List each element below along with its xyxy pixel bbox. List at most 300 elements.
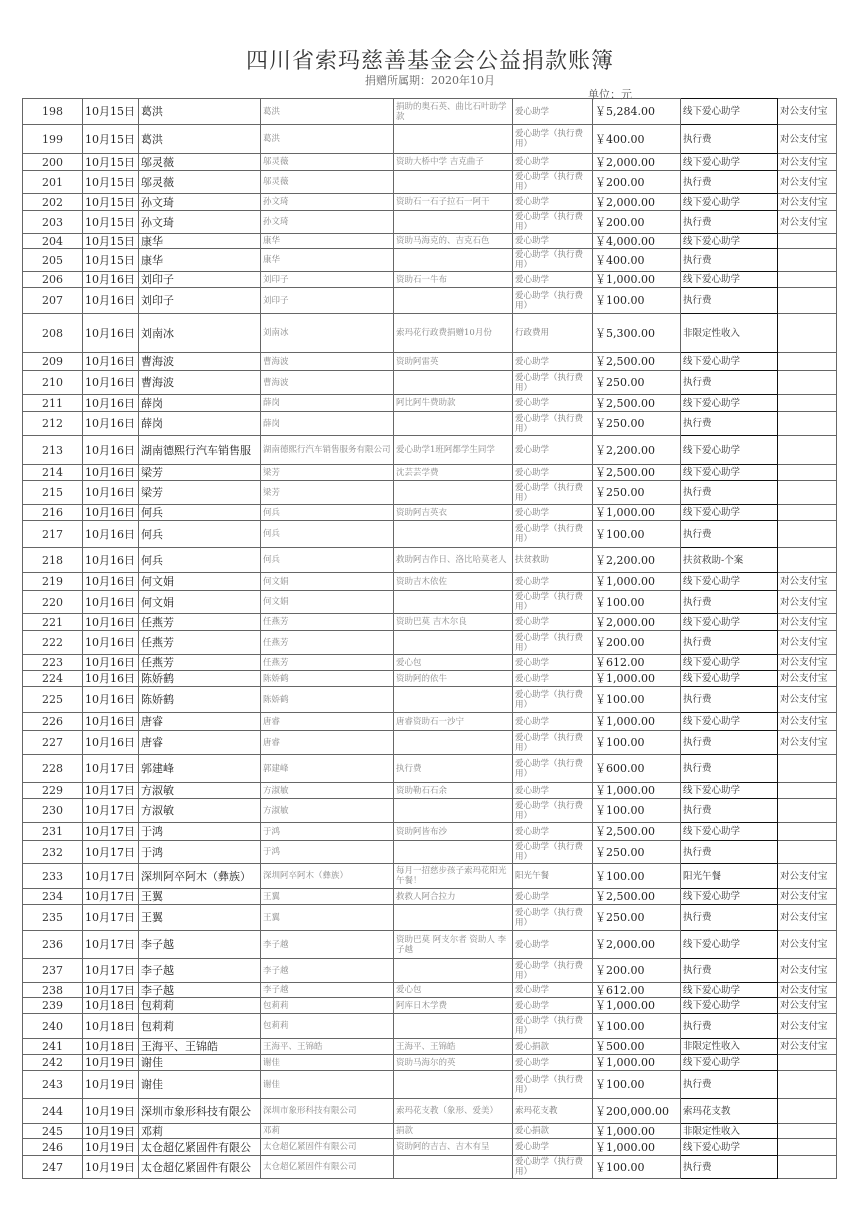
donation-date: 10月17日	[83, 959, 139, 983]
table-row	[23, 465, 837, 481]
donor-name: 谢佳	[139, 1055, 261, 1071]
table-row	[23, 731, 837, 755]
row-number: 232	[23, 841, 83, 864]
payment-method	[778, 234, 837, 249]
donation-amount: ￥1,000.00	[593, 573, 681, 591]
donation-type: 爱心助学（执行费用）	[513, 591, 593, 614]
donation-notes: 资助巴莫 吉木尔良	[394, 614, 513, 631]
donor-account-name: 太仓超亿紧固件有限公司	[261, 1156, 394, 1179]
table-row	[23, 799, 837, 823]
donor-name: 李子越	[139, 983, 261, 998]
donor-account-name: 李子越	[261, 931, 394, 959]
row-number: 205	[23, 249, 83, 272]
donor-name: 康华	[139, 249, 261, 272]
donation-date: 10月16日	[83, 631, 139, 655]
table-row	[23, 194, 837, 211]
donation-notes	[394, 905, 513, 931]
row-number: 206	[23, 272, 83, 288]
table-row	[23, 889, 837, 905]
donation-date: 10月16日	[83, 272, 139, 288]
donor-name: 包莉莉	[139, 998, 261, 1014]
payment-method: 对公支付宝	[778, 591, 837, 614]
fund-use: 执行费	[681, 755, 778, 783]
donation-date: 10月16日	[83, 614, 139, 631]
payment-method	[778, 371, 837, 395]
donation-date: 10月15日	[83, 125, 139, 154]
donor-account-name: 王翼	[261, 905, 394, 931]
donation-notes: 资助马海克的、吉克石色	[394, 234, 513, 249]
fund-use: 线下爱心助学	[681, 713, 778, 731]
table-row	[23, 783, 837, 799]
table-row	[23, 755, 837, 783]
donation-amount: ￥1,000.00	[593, 998, 681, 1014]
donor-name: 葛洪	[139, 125, 261, 154]
payment-method: 对公支付宝	[778, 731, 837, 755]
payment-method	[778, 272, 837, 288]
donation-date: 10月19日	[83, 1156, 139, 1179]
donation-amount: ￥2,500.00	[593, 889, 681, 905]
donor-account-name: 葛洪	[261, 99, 394, 125]
donor-account-name: 太仓超亿紧固件有限公司	[261, 1139, 394, 1156]
donation-date: 10月15日	[83, 194, 139, 211]
donation-type: 爱心助学	[513, 713, 593, 731]
donation-amount: ￥250.00	[593, 481, 681, 505]
donation-date: 10月17日	[83, 783, 139, 799]
fund-use: 执行费	[681, 288, 778, 314]
donor-account-name: 何兵	[261, 521, 394, 548]
row-number: 218	[23, 548, 83, 573]
payment-method: 对公支付宝	[778, 959, 837, 983]
donor-name: 王海平、王锦皓	[139, 1039, 261, 1055]
fund-use: 执行费	[681, 1156, 778, 1179]
donation-notes: 资助吉木依佐	[394, 573, 513, 591]
donation-type: 爱心助学	[513, 194, 593, 211]
row-number: 234	[23, 889, 83, 905]
donor-name: 薛岗	[139, 395, 261, 412]
payment-method	[778, 783, 837, 799]
donation-type: 爱心助学	[513, 505, 593, 521]
donor-account-name: 何兵	[261, 505, 394, 521]
donation-amount: ￥100.00	[593, 687, 681, 713]
donation-type: 爱心助学	[513, 395, 593, 412]
row-number: 226	[23, 713, 83, 731]
table-row	[23, 1099, 837, 1124]
donor-name: 梁芳	[139, 481, 261, 505]
donation-date: 10月16日	[83, 687, 139, 713]
donation-type: 爱心助学	[513, 823, 593, 841]
row-number: 222	[23, 631, 83, 655]
donor-name: 太仓超亿紧固件有限公	[139, 1139, 261, 1156]
donation-amount: ￥2,200.00	[593, 436, 681, 465]
donation-notes: 爱心包	[394, 655, 513, 671]
fund-use: 索玛花支教	[681, 1099, 778, 1124]
donation-type: 爱心助学（执行费用）	[513, 171, 593, 194]
payment-method: 对公支付宝	[778, 998, 837, 1014]
donation-type: 爱心助学（执行费用）	[513, 125, 593, 154]
donation-notes: 资助勒石石余	[394, 783, 513, 799]
payment-method	[778, 1099, 837, 1124]
table-row	[23, 125, 837, 154]
donation-amount: ￥2,500.00	[593, 353, 681, 371]
donation-type: 索玛花支教	[513, 1099, 593, 1124]
fund-use: 执行费	[681, 171, 778, 194]
payment-method	[778, 1124, 837, 1139]
payment-method: 对公支付宝	[778, 99, 837, 125]
fund-use: 线下爱心助学	[681, 99, 778, 125]
donation-type: 扶贫救助	[513, 548, 593, 573]
donation-notes	[394, 591, 513, 614]
donation-type: 爱心助学	[513, 614, 593, 631]
table-row	[23, 998, 837, 1014]
donation-type: 行政费用	[513, 314, 593, 353]
table-row	[23, 371, 837, 395]
donation-notes: 索玛花行政费捐赠10月份	[394, 314, 513, 353]
donation-amount: ￥100.00	[593, 1014, 681, 1039]
table-row	[23, 505, 837, 521]
donation-type: 阳光午餐	[513, 864, 593, 889]
donation-date: 10月15日	[83, 171, 139, 194]
donation-amount: ￥200.00	[593, 631, 681, 655]
donation-notes: 捐款	[394, 1124, 513, 1139]
donation-type: 爱心助学（执行费用）	[513, 371, 593, 395]
table-row	[23, 983, 837, 998]
row-number: 242	[23, 1055, 83, 1071]
donor-name: 太仓超亿紧固件有限公	[139, 1156, 261, 1179]
donation-date: 10月16日	[83, 671, 139, 687]
donor-account-name: 梁芳	[261, 465, 394, 481]
donor-account-name: 陈娇鹤	[261, 687, 394, 713]
donor-account-name: 邓莉	[261, 1124, 394, 1139]
donation-date: 10月16日	[83, 713, 139, 731]
donor-name: 葛洪	[139, 99, 261, 125]
row-number: 198	[23, 99, 83, 125]
donation-amount: ￥1,000.00	[593, 783, 681, 799]
table-row	[23, 573, 837, 591]
donation-amount: ￥1,000.00	[593, 1124, 681, 1139]
fund-use: 阳光午餐	[681, 864, 778, 889]
donor-name: 方淑敏	[139, 783, 261, 799]
donor-name: 曹海波	[139, 371, 261, 395]
fund-use: 执行费	[681, 1014, 778, 1039]
donation-amount: ￥200.00	[593, 211, 681, 234]
donation-date: 10月16日	[83, 353, 139, 371]
donation-date: 10月16日	[83, 436, 139, 465]
donor-account-name: 方淑敏	[261, 799, 394, 823]
row-number: 235	[23, 905, 83, 931]
donor-account-name: 何文娟	[261, 591, 394, 614]
fund-use: 线下爱心助学	[681, 671, 778, 687]
donor-account-name: 王翼	[261, 889, 394, 905]
payment-method: 对公支付宝	[778, 1039, 837, 1055]
donation-notes: 资助巴莫 阿支尔者 资助人 李子越	[394, 931, 513, 959]
donor-name: 任燕芳	[139, 631, 261, 655]
donation-date: 10月17日	[83, 841, 139, 864]
donor-name: 李子越	[139, 959, 261, 983]
donation-type: 爱心助学（执行费用）	[513, 687, 593, 713]
donor-account-name: 薛岗	[261, 412, 394, 436]
fund-use: 执行费	[681, 799, 778, 823]
donation-type: 爱心助学	[513, 353, 593, 371]
donation-date: 10月15日	[83, 154, 139, 171]
donor-account-name: 唐睿	[261, 713, 394, 731]
row-number: 246	[23, 1139, 83, 1156]
table-row	[23, 314, 837, 353]
donor-account-name: 何文娟	[261, 573, 394, 591]
donation-notes	[394, 687, 513, 713]
donor-name: 任燕芳	[139, 614, 261, 631]
donor-account-name: 孙文琦	[261, 194, 394, 211]
donation-notes: 执行费	[394, 755, 513, 783]
fund-use: 执行费	[681, 1071, 778, 1099]
payment-method: 对公支付宝	[778, 154, 837, 171]
donation-amount: ￥100.00	[593, 1071, 681, 1099]
row-number: 231	[23, 823, 83, 841]
donor-name: 王翼	[139, 905, 261, 931]
table-row	[23, 591, 837, 614]
row-number: 228	[23, 755, 83, 783]
donation-amount: ￥1,000.00	[593, 671, 681, 687]
row-number: 220	[23, 591, 83, 614]
row-number: 244	[23, 1099, 83, 1124]
row-number: 202	[23, 194, 83, 211]
donor-account-name: 刘印子	[261, 288, 394, 314]
row-number: 200	[23, 154, 83, 171]
table-row	[23, 959, 837, 983]
payment-method: 对公支付宝	[778, 614, 837, 631]
fund-use: 执行费	[681, 905, 778, 931]
donor-name: 刘印子	[139, 288, 261, 314]
table-row	[23, 713, 837, 731]
donation-type: 爱心助学	[513, 465, 593, 481]
donation-amount: ￥1,000.00	[593, 1055, 681, 1071]
donation-date: 10月16日	[83, 412, 139, 436]
table-row	[23, 687, 837, 713]
donation-amount: ￥4,000.00	[593, 234, 681, 249]
fund-use: 执行费	[681, 591, 778, 614]
table-row	[23, 272, 837, 288]
donation-notes: 资助马海尔的英	[394, 1055, 513, 1071]
payment-method: 对公支付宝	[778, 125, 837, 154]
donor-account-name: 薛岗	[261, 395, 394, 412]
donor-account-name: 刘南冰	[261, 314, 394, 353]
fund-use: 执行费	[681, 249, 778, 272]
donation-notes	[394, 412, 513, 436]
donor-account-name: 李子越	[261, 959, 394, 983]
donor-name: 王翼	[139, 889, 261, 905]
fund-use: 非限定性收入	[681, 1124, 778, 1139]
donor-name: 唐睿	[139, 731, 261, 755]
table-row	[23, 521, 837, 548]
donation-type: 爱心助学（执行费用）	[513, 1014, 593, 1039]
row-number: 224	[23, 671, 83, 687]
donation-type: 爱心助学	[513, 671, 593, 687]
donation-date: 10月17日	[83, 799, 139, 823]
payment-method	[778, 799, 837, 823]
donor-name: 深圳市象形科技有限公	[139, 1099, 261, 1124]
fund-use: 执行费	[681, 731, 778, 755]
ledger-period: 捐赠所属期：2020年10月	[365, 74, 495, 87]
donor-name: 何兵	[139, 521, 261, 548]
donation-type: 爱心捐款	[513, 1124, 593, 1139]
fund-use: 执行费	[681, 412, 778, 436]
donor-account-name: 邬灵薇	[261, 154, 394, 171]
donation-date: 10月17日	[83, 905, 139, 931]
table-row	[23, 395, 837, 412]
row-number: 238	[23, 983, 83, 998]
fund-use: 线下爱心助学	[681, 234, 778, 249]
donation-type: 爱心助学	[513, 99, 593, 125]
fund-use: 线下爱心助学	[681, 436, 778, 465]
fund-use: 线下爱心助学	[681, 655, 778, 671]
donor-account-name: 何兵	[261, 548, 394, 573]
donor-account-name: 深圳阿卒阿木（彝族）	[261, 864, 394, 889]
donor-account-name: 曹海波	[261, 353, 394, 371]
donation-amount: ￥200,000.00	[593, 1099, 681, 1124]
donor-account-name: 于鸿	[261, 841, 394, 864]
donation-date: 10月19日	[83, 1071, 139, 1099]
donation-notes: 救助阿吉作日、洛比哈莫老人	[394, 548, 513, 573]
table-row	[23, 249, 837, 272]
fund-use: 线下爱心助学	[681, 573, 778, 591]
donor-name: 薛岗	[139, 412, 261, 436]
donation-notes	[394, 521, 513, 548]
fund-use: 执行费	[681, 841, 778, 864]
donation-amount: ￥100.00	[593, 591, 681, 614]
donation-notes	[394, 959, 513, 983]
donor-account-name: 葛洪	[261, 125, 394, 154]
payment-method	[778, 823, 837, 841]
table-row	[23, 548, 837, 573]
payment-method	[778, 1055, 837, 1071]
donation-amount: ￥400.00	[593, 125, 681, 154]
payment-method: 对公支付宝	[778, 171, 837, 194]
fund-use: 线下爱心助学	[681, 154, 778, 171]
donation-type: 爱心助学（执行费用）	[513, 905, 593, 931]
donor-name: 陈娇鹤	[139, 671, 261, 687]
donor-account-name: 湖南德熙行汽车销售服务有限公司	[261, 436, 394, 465]
payment-method	[778, 314, 837, 353]
donation-date: 10月18日	[83, 1039, 139, 1055]
fund-use: 线下爱心助学	[681, 465, 778, 481]
donor-name: 湖南德熙行汽车销售服	[139, 436, 261, 465]
donation-amount: ￥100.00	[593, 1156, 681, 1179]
donation-type: 爱心助学（执行费用）	[513, 799, 593, 823]
donation-ledger-table	[22, 98, 837, 1179]
donor-account-name: 孙文琦	[261, 211, 394, 234]
donation-type: 爱心助学	[513, 234, 593, 249]
table-row	[23, 655, 837, 671]
donor-account-name: 李子越	[261, 983, 394, 998]
payment-method: 对公支付宝	[778, 713, 837, 731]
row-number: 230	[23, 799, 83, 823]
donation-amount: ￥250.00	[593, 412, 681, 436]
donation-type: 爱心助学	[513, 931, 593, 959]
table-row	[23, 481, 837, 505]
donation-notes: 资助阿皆布沙	[394, 823, 513, 841]
donor-name: 谢佳	[139, 1071, 261, 1099]
table-row	[23, 1139, 837, 1156]
donation-notes	[394, 481, 513, 505]
payment-method	[778, 288, 837, 314]
fund-use: 线下爱心助学	[681, 931, 778, 959]
donation-amount: ￥100.00	[593, 731, 681, 755]
donation-date: 10月19日	[83, 1055, 139, 1071]
donor-account-name: 任燕芳	[261, 631, 394, 655]
row-number: 233	[23, 864, 83, 889]
donation-date: 10月16日	[83, 314, 139, 353]
donor-name: 曹海波	[139, 353, 261, 371]
donation-date: 10月16日	[83, 465, 139, 481]
payment-method	[778, 1071, 837, 1099]
donation-amount: ￥1,000.00	[593, 272, 681, 288]
donor-name: 何文娟	[139, 591, 261, 614]
donation-notes: 资助石一牛布	[394, 272, 513, 288]
donation-date: 10月17日	[83, 755, 139, 783]
row-number: 216	[23, 505, 83, 521]
fund-use: 线下爱心助学	[681, 998, 778, 1014]
donor-name: 何兵	[139, 505, 261, 521]
fund-use: 线下爱心助学	[681, 353, 778, 371]
donation-notes: 救救人阿合拉力	[394, 889, 513, 905]
payment-method: 对公支付宝	[778, 573, 837, 591]
row-number: 247	[23, 1156, 83, 1179]
row-number: 239	[23, 998, 83, 1014]
donation-date: 10月18日	[83, 1014, 139, 1039]
table-row	[23, 1124, 837, 1139]
fund-use: 执行费	[681, 371, 778, 395]
donation-notes: 阿比阿牛费助款	[394, 395, 513, 412]
payment-method	[778, 395, 837, 412]
donor-account-name: 康华	[261, 249, 394, 272]
donation-notes	[394, 1156, 513, 1179]
donor-name: 郭建峰	[139, 755, 261, 783]
donation-amount: ￥2,000.00	[593, 614, 681, 631]
fund-use: 线下爱心助学	[681, 395, 778, 412]
donation-amount: ￥250.00	[593, 841, 681, 864]
payment-method	[778, 436, 837, 465]
donation-date: 10月16日	[83, 591, 139, 614]
donation-notes	[394, 249, 513, 272]
donation-amount: ￥2,000.00	[593, 154, 681, 171]
donation-date: 10月19日	[83, 1099, 139, 1124]
fund-use: 非限定性收入	[681, 314, 778, 353]
donor-name: 何文娟	[139, 573, 261, 591]
payment-method	[778, 481, 837, 505]
donation-date: 10月16日	[83, 481, 139, 505]
row-number: 207	[23, 288, 83, 314]
donor-name: 包莉莉	[139, 1014, 261, 1039]
donation-date: 10月19日	[83, 1124, 139, 1139]
donor-name: 孙文琦	[139, 194, 261, 211]
payment-method: 对公支付宝	[778, 905, 837, 931]
fund-use: 执行费	[681, 687, 778, 713]
fund-use: 执行费	[681, 125, 778, 154]
donation-type: 爱心助学（执行费用）	[513, 211, 593, 234]
fund-use: 线下爱心助学	[681, 983, 778, 998]
donor-account-name: 邬灵薇	[261, 171, 394, 194]
row-number: 210	[23, 371, 83, 395]
donation-date: 10月17日	[83, 983, 139, 998]
donation-amount: ￥250.00	[593, 905, 681, 931]
donation-notes	[394, 631, 513, 655]
donation-notes: 王海平、王锦皓	[394, 1039, 513, 1055]
table-row	[23, 412, 837, 436]
row-number: 240	[23, 1014, 83, 1039]
donation-notes	[394, 125, 513, 154]
donor-account-name: 包莉莉	[261, 998, 394, 1014]
fund-use: 线下爱心助学	[681, 823, 778, 841]
table-row	[23, 288, 837, 314]
